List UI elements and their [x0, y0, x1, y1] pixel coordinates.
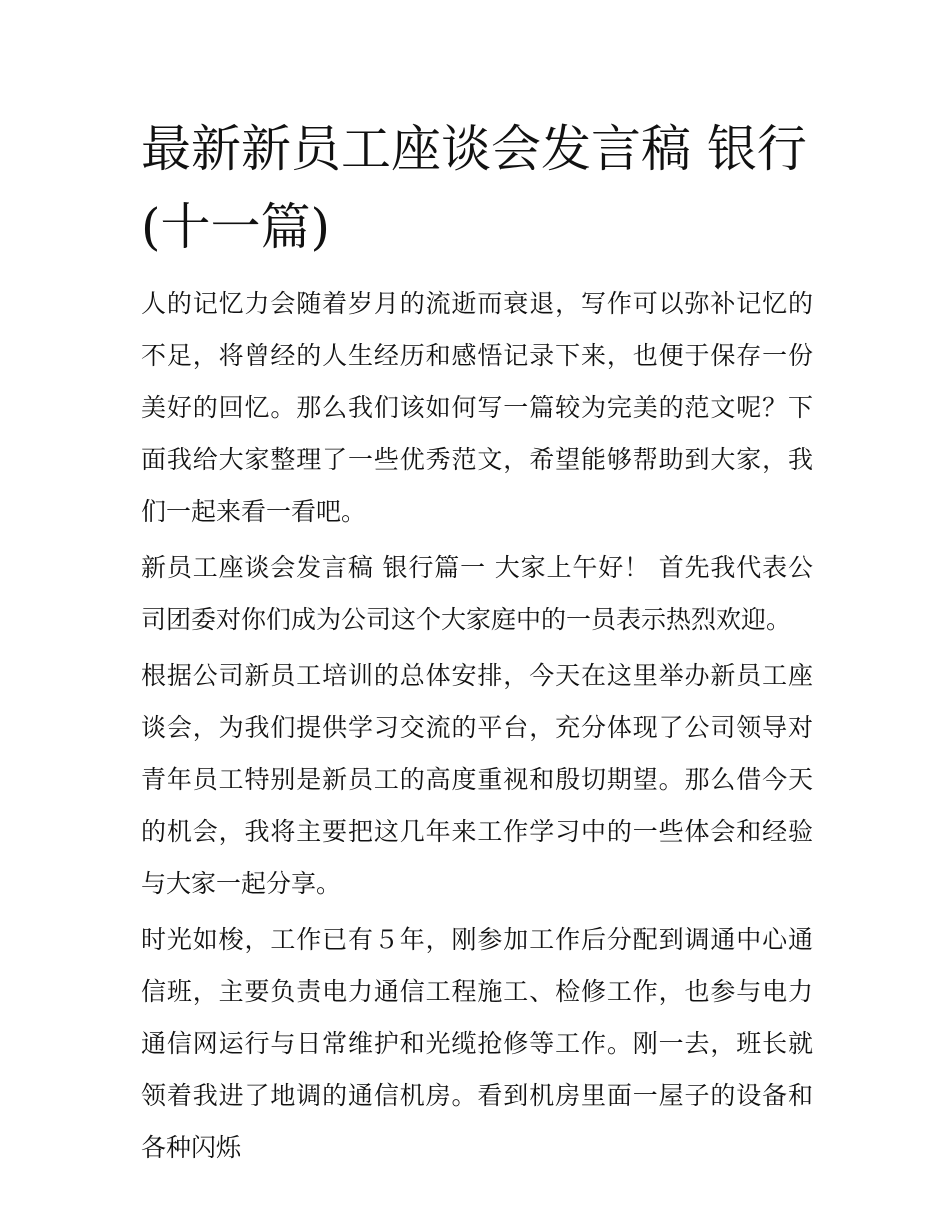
- paragraph-intro: 人的记忆力会随着岁月的流逝而衰退，写作可以弥补记忆的不足，将曾经的人生经历和感悟记录下来，也便于保存一份美好的回忆。那么我们该如何写一篇较为完美的范文呢？下面我给大家整理了一些优秀范文，希望能够帮助到大家，我们一起来看一看吧。: [141, 289, 813, 526]
- paragraph-purpose: 根据公司新员工培训的总体安排，今天在这里举办新员工座谈会，为我们提供学习交流的平台，充分体现了公司领导对青年员工特别是新员工的高度重视和殷切期望。那么借今天的机会，我将主要把这几年来工作学习中的一些体会和经验与大家一起分享。: [141, 661, 813, 898]
- document-body: [141, 110, 813, 1178]
- paragraph-experience: 时光如梭，工作已有５年，刚参加工作后分配到调通中心通信班，主要负责电力通信工程施工、检修工作，也参与电力通信网运行与日常维护和光缆抢修等工作。刚一去，班长就领着我进了地调的通信机房。看到机房里面一屋子的设备和各种闪烁: [141, 925, 813, 1162]
- document-title: 最新新员工座谈会发言稿 银行(十一篇): [141, 120, 807, 256]
- paragraph-opening: 新员工座谈会发言稿 银行篇一 大家上午好！ 首先我代表公司团委对你们成为公司这个大家庭中的一员表示热烈欢迎。: [141, 553, 813, 634]
